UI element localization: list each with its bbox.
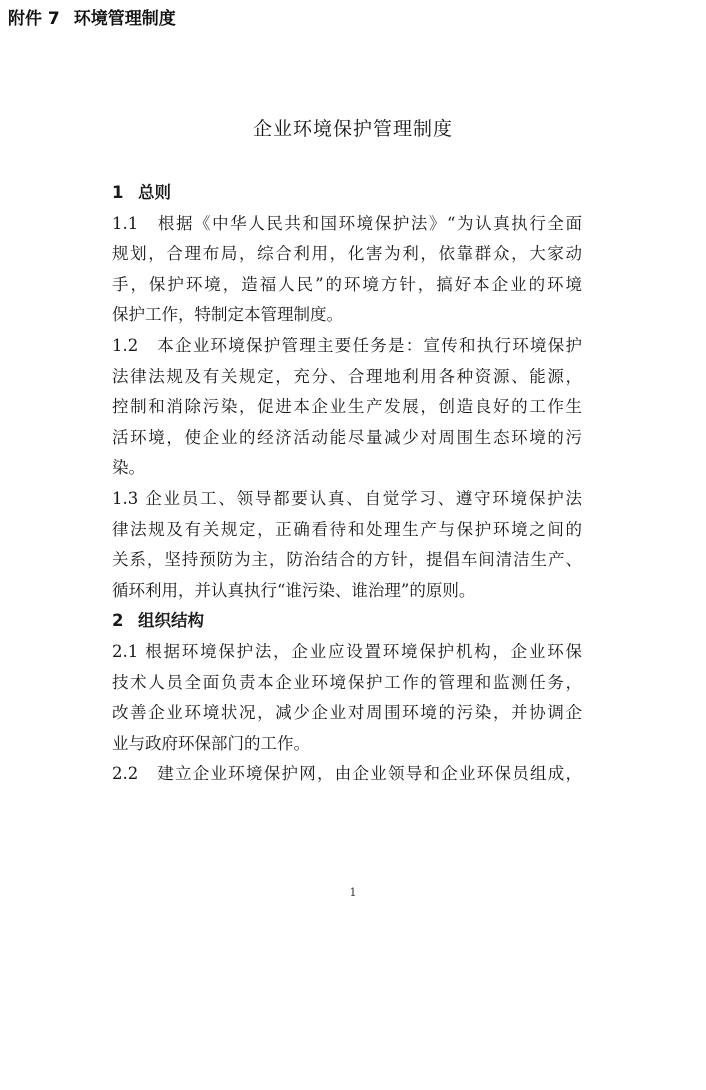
text-line: 循环利用，并认真执行“谁污染、谁治理”的原则。 — [112, 580, 476, 600]
text-line: 1.1 根据《中华人民共和国环境保护法》“为认真执行全面 — [112, 213, 582, 233]
section-title: 总则 — [138, 183, 171, 202]
section-heading — [112, 178, 582, 209]
paragraph-1-2 — [112, 331, 582, 484]
text-line: 1.3 企业员工、领导都要认真、自觉学习、遵守环境保护法 — [112, 488, 582, 508]
page-number: 1 — [349, 886, 357, 899]
text-line: 手，保护环境，造福人民”的环境方针，搞好本企业的环境 — [112, 274, 582, 294]
text-line: 活环境，使企业的经济活动能尽量减少对周围生态环境的污 — [112, 427, 582, 447]
section-number: 2 — [112, 611, 124, 631]
text-line: 1.2 本企业环境保护管理主要任务是：宣传和执行环境保护 — [112, 335, 582, 355]
text-line: 规划，合理布局，综合利用，化害为利，依靠群众，大家动 — [112, 244, 582, 264]
attachment-title: 环境管理制度 — [73, 9, 176, 29]
section-number: 1 — [112, 183, 124, 202]
text-line: 染。 — [112, 458, 145, 478]
text-line: 改善企业环境状况，减少企业对周围环境的污染，并协调企 — [112, 703, 582, 723]
document-title: 企业环境保护管理制度 — [252, 118, 453, 140]
text-line: 保护工作，特制定本管理制度。 — [112, 305, 343, 325]
paragraph-2-1 — [112, 637, 582, 759]
text-line: 法律法规及有关规定，充分、合理地利用各种资源、能源， — [112, 366, 582, 386]
section-heading — [112, 606, 582, 637]
paragraph-2-2 — [112, 759, 582, 790]
text-line: 业与政府环保部门的工作。 — [112, 733, 310, 753]
paragraph-1-3 — [112, 484, 582, 606]
text-line: 2.2 建立企业环境保护网，由企业领导和企业环保员组成， — [112, 764, 582, 784]
paragraph-1-1 — [112, 209, 582, 331]
text-line: 技术人员全面负责本企业环境保护工作的管理和监测任务， — [112, 672, 582, 692]
text-line: 律法规及有关规定，正确看待和处理生产与保护环境之间的 — [112, 519, 582, 539]
text-line: 2.1 根据环境保护法，企业应设置环境保护机构，企业环保 — [112, 641, 582, 661]
section-title: 组织结构 — [138, 611, 204, 631]
document-body — [112, 178, 582, 790]
text-line: 关系，坚持预防为主，防治结合的方针，提倡车间清洁生产、 — [112, 550, 582, 570]
attachment-label — [8, 4, 176, 29]
text-line: 控制和消除污染，促进本企业生产发展，创造良好的工作生 — [112, 397, 582, 417]
attachment-number: 附件 7 — [8, 9, 60, 29]
